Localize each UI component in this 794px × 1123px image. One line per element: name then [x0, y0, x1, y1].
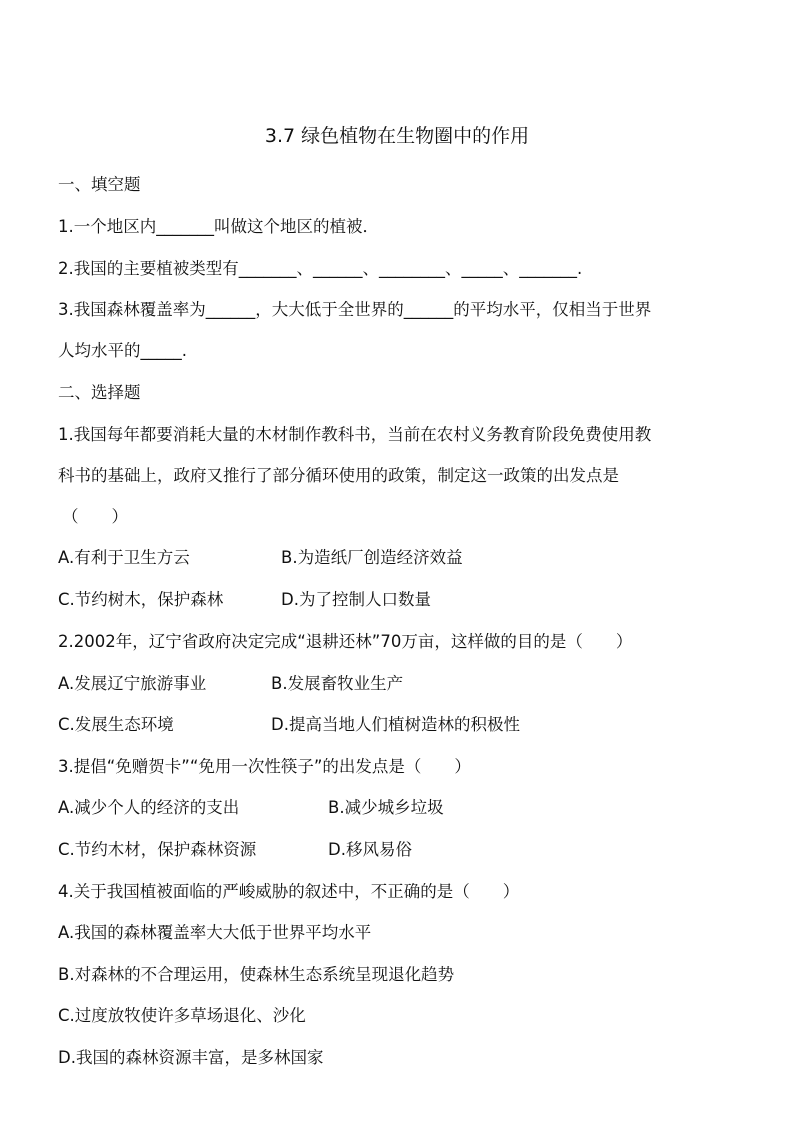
choice-question-1-option-b: B.为造纸厂创造经济效益	[281, 548, 463, 567]
fill-blank-question-1: 1.一个地区内_______叫做这个地区的植被．	[58, 217, 379, 236]
choice-question-4-stem: 4.关于我国植被面临的严峻威胁的叙述中，不正确的是（ ）	[58, 882, 520, 901]
choice-question-3-option-d: D.移风易俗	[328, 840, 412, 859]
page-title: 3.7 绿色植物在生物圈中的作用	[264, 125, 530, 147]
choice-question-2-stem: 2.2002年，辽宁省政府决定完成“退耕还林”70万亩，这样做的目的是（ ）	[58, 632, 633, 651]
choice-question-3-option-b: B.减少城乡垃圾	[328, 798, 444, 817]
choice-question-1-line-2: 科书的基础上，政府又推行了部分循环使用的政策，制定这一政策的出发点是	[58, 466, 619, 485]
fill-blank-question-2: 2.我国的主要植被类型有_______、______、________、_____、_______.	[58, 259, 583, 278]
choice-question-1-option-c: C.节约树木，保护森林	[58, 590, 224, 609]
choice-question-2-option-c: C.发展生态环境	[58, 715, 174, 734]
section-heading-fill-blank: 一、填空题	[58, 175, 141, 194]
choice-question-3-option-c: C.节约木材，保护森林资源	[58, 840, 257, 859]
choice-question-4-option-b: B.对森林的不合理运用，使森林生态系统呈现退化趋势	[58, 965, 455, 984]
choice-question-2-option-b: B.发展畜牧业生产	[271, 674, 404, 693]
choice-question-3-stem: 3.提倡“免赠贺卡”“免用一次性筷子”的出发点是（ ）	[58, 757, 471, 776]
choice-question-1-answer-bracket: （ ）	[62, 507, 128, 526]
choice-question-1-option-a: A.有利于卫生方云	[58, 548, 190, 567]
choice-question-1-line-1: 1.我国每年都要消耗大量的木材制作教科书，当前在农村义务教育阶段免费使用教	[58, 425, 652, 444]
choice-question-2-option-d: D.提高当地人们植树造林的积极性	[271, 715, 520, 734]
choice-question-3-option-a: A.减少个人的经济的支出	[58, 798, 240, 817]
choice-question-1-option-d: D.为了控制人口数量	[281, 590, 431, 609]
choice-question-4-option-c: C.过度放牧使许多草场退化、沙化	[58, 1006, 306, 1025]
fill-blank-question-3-line-1: 3.我国森林覆盖率为______，大大低于全世界的______的平均水平，仅相当于世界	[58, 300, 652, 319]
section-heading-multiple-choice: 二、选择题	[58, 383, 141, 402]
choice-question-4-option-d: D.我国的森林资源丰富，是多林国家	[58, 1048, 324, 1067]
choice-question-2-option-a: A.发展辽宁旅游事业	[58, 674, 207, 693]
choice-question-4-option-a: A.我国的森林覆盖率大大低于世界平均水平	[58, 923, 372, 942]
fill-blank-question-3-line-2: 人均水平的_____.	[58, 341, 187, 360]
